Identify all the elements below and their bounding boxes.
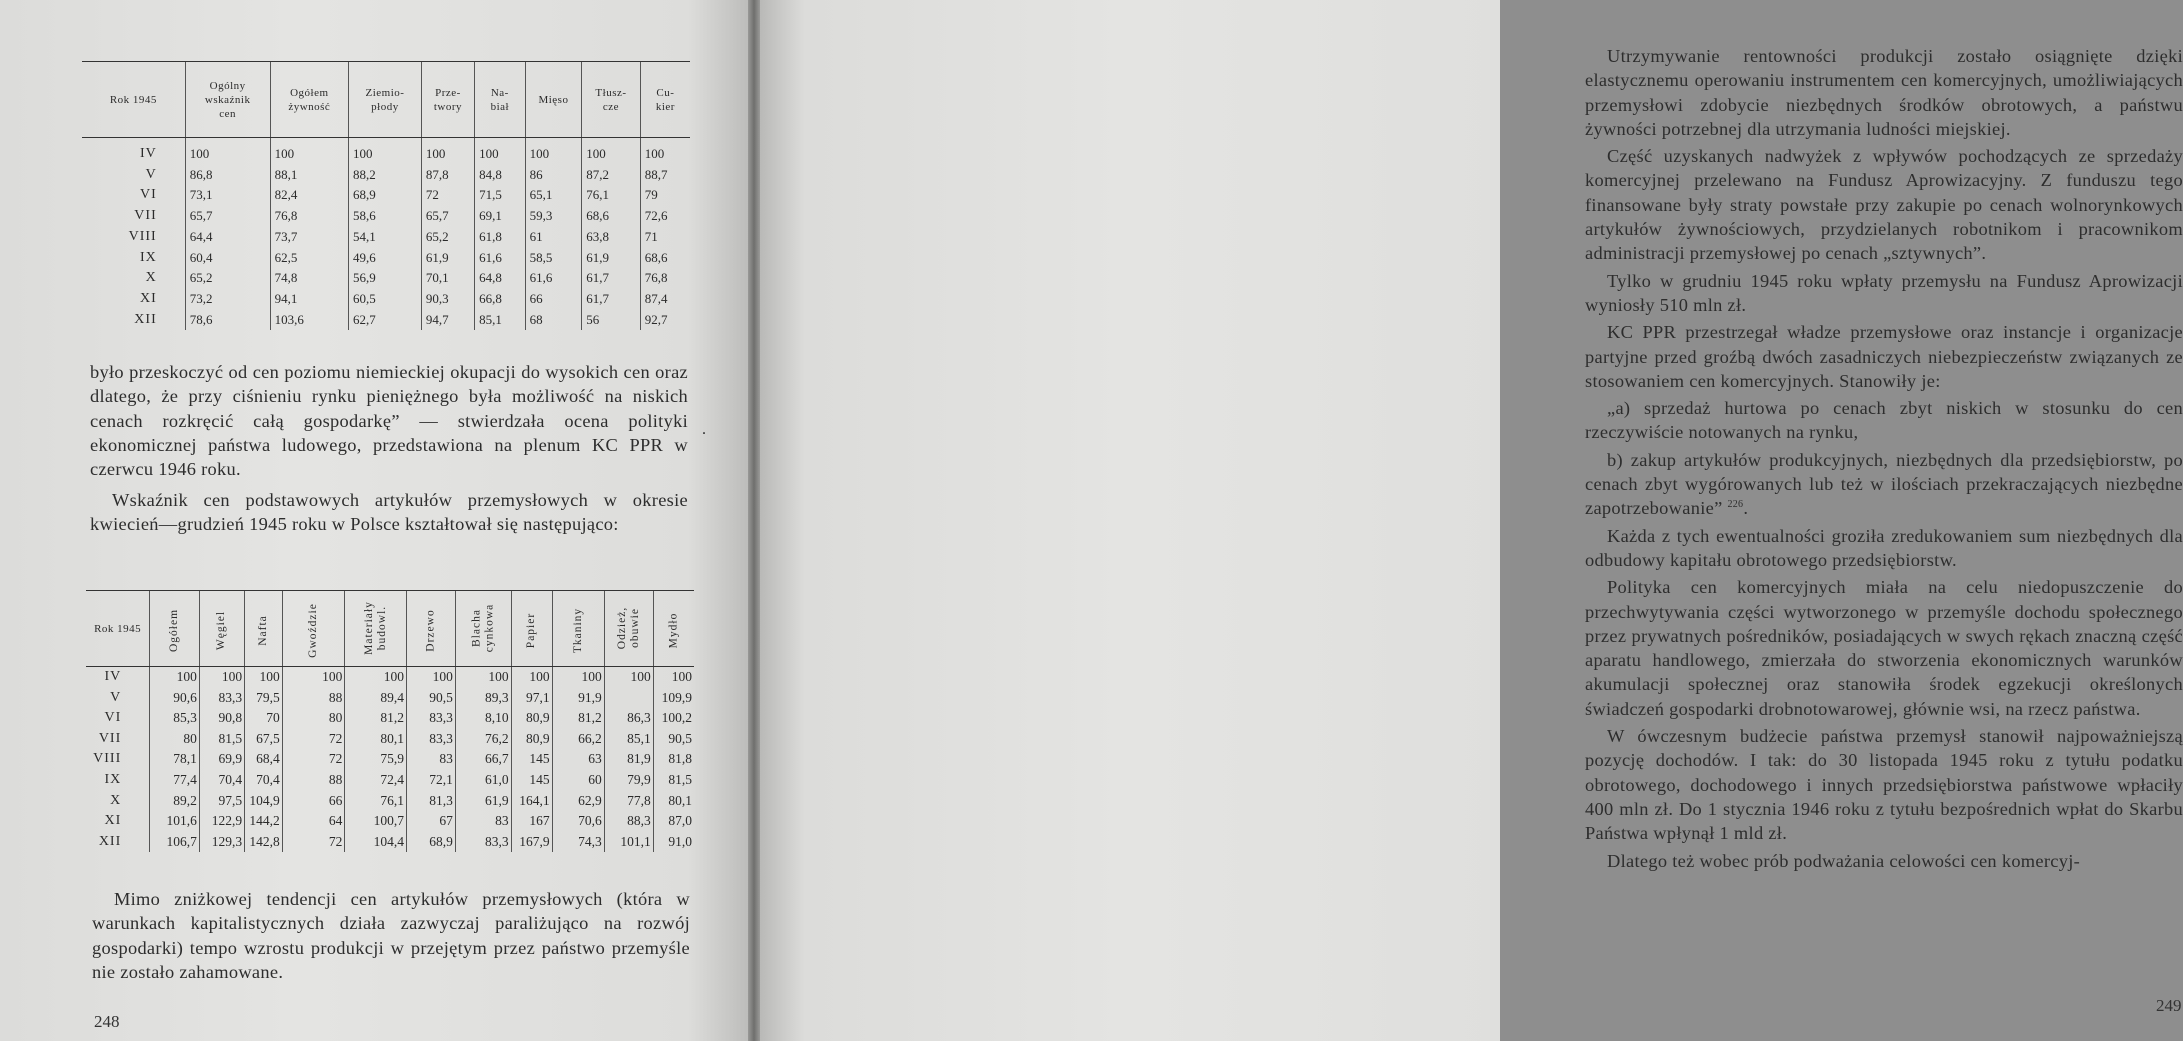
column-header [245,591,283,667]
value-cell: 103,6 [270,310,348,331]
value-cell: 62,9 [552,791,604,812]
value-cell: 74,3 [552,832,604,853]
value-cell: 90,8 [199,708,244,729]
value-cell: 72 [282,749,345,770]
value-cell: 85,1 [475,310,526,331]
table-row [82,248,690,269]
value-cell: 68,6 [582,206,641,227]
month-cell: IV [104,669,122,684]
value-cell: 100 [282,667,345,688]
value-cell: 68 [525,310,582,331]
value-cell: 142,8 [245,832,283,853]
value-cell: 81,3 [406,791,455,812]
right-paragraph: Polityka cen komercyjnych miała na celu niedopuszczenie do przechwytywania części wytworzonego w przemyśle dochodu społecznego przez prywatnych pośredników, posiadających w swych rękach znaczną część aparatu handlowego, zmierzała do stworzenia ekonomicznych warunków akumulacji społecznej oraz stanowiła środek egzekucji określonych świadczeń gospodarki drobnotowarowej, głównie wsi, na rzecz państwa. [1585,577,2183,719]
column-header-label: Nafta [256,614,269,646]
value-cell: 167 [511,811,552,832]
month-cell: XI [139,290,157,306]
value-cell: 79,5 [245,688,283,709]
month-cell: VI [139,187,157,203]
month-cell: VIII [128,228,157,244]
column-header: Ogółem żywność [270,62,348,138]
value-cell: 83,3 [406,708,455,729]
industrial-price-index-table [86,590,694,852]
value-cell: 72 [421,185,474,206]
value-cell: 71 [640,227,690,248]
month-cell: XII [98,833,122,849]
value-cell: 65,2 [421,227,474,248]
value-cell: 81,2 [345,708,407,729]
value-cell: 86,8 [185,165,270,186]
value-cell: 144,2 [245,811,283,832]
value-cell: 64 [282,811,345,832]
value-cell: 86,3 [604,708,653,729]
column-header-label: Węgiel [215,610,228,650]
value-cell: 65,7 [185,206,270,227]
table-row [82,165,690,186]
value-cell: 72 [282,729,345,750]
book-gutter [748,0,760,1041]
value-cell: 71,5 [475,185,526,206]
column-header: Cu- kier [640,62,690,138]
value-cell: 100 [640,138,690,165]
table-row [86,832,694,853]
value-cell: 76,8 [270,206,348,227]
table-row [82,289,690,310]
value-cell: 100 [455,667,511,688]
value-cell: 64,8 [475,268,526,289]
value-cell: 60,4 [185,248,270,269]
left-paragraph-3 [92,887,690,984]
value-cell: 78,6 [185,310,270,331]
column-header: Mięso [525,62,582,138]
value-cell: 81,5 [653,770,694,791]
value-cell: 61,7 [582,289,641,310]
value-cell: 91,0 [653,832,694,853]
value-cell: 68,6 [640,248,690,269]
value-cell: 58,5 [525,248,582,269]
value-cell: 100 [421,138,474,165]
value-cell: 77,4 [150,770,200,791]
right-paragraph: Część uzyskanych nadwyżek z wpływów pochodzących ze sprzedaży komercyjnej przelewano na Fundusz Aprowizacyjny. Z funduszu tego finansowane były straty powstałe przy zakupie po cenach wolnorynkowych artykułów żywnościowych, przydzielanych robotnikom i pracownikom administracji przemysłowej po cenach „sztywnych”. [1585,146,2183,264]
table-row [86,811,694,832]
value-cell: 88,3 [604,811,653,832]
value-cell: 78,1 [150,749,200,770]
month-cell: V [110,689,122,705]
value-cell: 87,4 [640,289,690,310]
column-header [511,591,552,667]
value-cell: 76,2 [455,729,511,750]
value-cell: 100 [552,667,604,688]
value-cell: 63,8 [582,227,641,248]
table-row [86,770,694,791]
value-cell: 68,9 [406,832,455,853]
column-header: Rok 1945 [82,62,185,138]
value-cell: 66 [525,289,582,310]
value-cell: 101,6 [150,811,200,832]
value-cell: 63 [552,749,604,770]
value-cell: 8,10 [455,708,511,729]
value-cell: 70,6 [552,811,604,832]
value-cell: 129,3 [199,832,244,853]
value-cell: 87,2 [582,165,641,186]
month-cell: IX [104,771,122,787]
value-cell: 84,8 [475,165,526,186]
value-cell: 90,5 [653,729,694,750]
value-cell: 67,5 [245,729,283,750]
page-number-right: 249 [2156,996,2182,1015]
value-cell: 60,5 [349,289,422,310]
value-cell: 88,2 [349,165,422,186]
value-cell: 73,7 [270,227,348,248]
left-paragraph-1 [90,360,688,481]
value-cell: 81,8 [653,749,694,770]
right-paragraph: Każda z tych ewentualności groziła zredukowaniem sum niezbędnych dla odbudowy kapitału obrotowego przedsiębiorstw. [1585,525,2183,570]
column-header [455,591,511,667]
column-header-label: Mydło [667,612,680,648]
value-cell: 81,2 [552,708,604,729]
left-paragraph-1-text: było przeskoczyć od cen poziomu niemieckiej okupacji do wysokich cen oraz dlatego, że przy ciśnieniu rynku pieniężnego była możliwość na niskich cenach rozkręcić całą gospodarkę” — stwierdzała ocena polityki ekonomicznej państwa ludowego, przedstawiona na plenum KC PPR w czerwcu 1946 roku. [90,362,688,480]
right-page-body [1585,44,2183,876]
value-cell: 60 [552,770,604,791]
value-cell: 90,6 [150,688,200,709]
value-cell: 80 [282,708,345,729]
value-cell: 64,4 [185,227,270,248]
month-cell: XI [104,813,122,829]
value-cell: 85,3 [150,708,200,729]
column-header [345,591,407,667]
value-cell: 59,3 [525,206,582,227]
right-paragraph: W ówczesnym budżecie państwa przemysł stanowił najpoważniejszą pozycję dochodów. I tak: do 30 listopada 1945 roku z tytułu podatku obrotowego, dochodowego i innych przedsiębiorstwa państwowe wpłaciły 400 mln zł. Do 1 stycznia 1946 roku z tytułu bezpośrednich wpłat do Skarbu Państwa wpłynął 1 mld zł. [1585,726,2183,844]
column-header [604,591,653,667]
value-cell: 97,5 [199,791,244,812]
column-header [282,591,345,667]
column-header: Ziemio- płody [349,62,422,138]
value-cell: 90,5 [406,688,455,709]
value-cell: 65,1 [525,185,582,206]
column-header-label: Drzewo [424,608,437,652]
column-header [199,591,244,667]
value-cell: 72,4 [345,770,407,791]
value-cell: 49,6 [349,248,422,269]
value-cell: 85,1 [604,729,653,750]
value-cell: 167,9 [511,832,552,853]
value-cell: 100 [475,138,526,165]
value-cell: 80 [150,729,200,750]
value-cell: 100 [345,667,407,688]
left-page [0,0,748,1041]
value-cell: 109,9 [653,688,694,709]
value-cell: 58,6 [349,206,422,227]
value-cell: 61,6 [475,248,526,269]
table-row [82,185,690,206]
column-header: Prze- twory [421,62,474,138]
column-header [406,591,455,667]
month-cell: IV [139,146,157,161]
value-cell: 100 [349,138,422,165]
month-cell: X [145,270,157,286]
value-cell: 83 [455,811,511,832]
right-paragraph: Dlatego też wobec prób podważania celowości cen komercyj- [1607,850,2081,871]
value-cell: 61,7 [582,268,641,289]
value-cell: 92,7 [640,310,690,331]
value-cell: 61 [525,227,582,248]
value-cell: 66,7 [455,749,511,770]
value-cell: 73,1 [185,185,270,206]
table-row [82,310,690,331]
column-header-label: Papier [525,612,538,648]
value-cell: 80,1 [345,729,407,750]
column-header: Tłusz- cze [582,62,641,138]
value-cell: 83,3 [199,688,244,709]
value-cell: 74,8 [270,268,348,289]
value-cell: 100,2 [653,708,694,729]
value-cell: 100 [199,667,244,688]
value-cell: 101,1 [604,832,653,853]
value-cell: 104,4 [345,832,407,853]
value-cell: 65,2 [185,268,270,289]
value-cell: 70,4 [245,770,283,791]
value-cell: 100 [604,667,653,688]
value-cell: 56,9 [349,268,422,289]
month-cell: VII [134,208,157,224]
table-row [86,729,694,750]
table-row [86,688,694,709]
value-cell: 75,9 [345,749,407,770]
value-cell: 100 [511,667,552,688]
value-cell: 79 [640,185,690,206]
value-cell: 80,1 [653,791,694,812]
value-cell: 83 [406,749,455,770]
footnote-tail: . [1743,498,1749,519]
value-cell: 69,1 [475,206,526,227]
column-header: Rok 1945 [86,591,150,667]
value-cell: 100 [525,138,582,165]
right-page [760,0,2183,1041]
table-row [82,268,690,289]
value-cell: 66,8 [475,289,526,310]
value-cell: 70,1 [421,268,474,289]
month-cell: XII [134,311,157,327]
column-header [653,591,694,667]
value-cell: 100 [653,667,694,688]
value-cell: 54,1 [349,227,422,248]
month-cell: VI [104,710,122,726]
value-cell: 82,4 [270,185,348,206]
value-cell: 104,9 [245,791,283,812]
left-paragraph-2-text: Wskaźnik cen podstawowych artykułów przemysłowych w okresie kwiecień—grudzień 1945 roku w Polsce kształtował się następująco: [90,490,688,535]
value-cell: 61,9 [455,791,511,812]
month-cell: V [145,166,157,182]
value-cell: 56 [582,310,641,331]
value-cell: 145 [511,770,552,791]
value-cell: 77,8 [604,791,653,812]
value-cell: 100 [406,667,455,688]
column-header: Na- biał [475,62,526,138]
value-cell: 88 [282,770,345,791]
value-cell: 72,1 [406,770,455,791]
value-cell: 89,4 [345,688,407,709]
value-cell: 88,7 [640,165,690,186]
margin-mark: . [702,421,706,438]
value-cell: 94,1 [270,289,348,310]
value-cell: 65,7 [421,206,474,227]
value-cell: 79,9 [604,770,653,791]
value-cell: 61,6 [525,268,582,289]
value-cell: 164,1 [511,791,552,812]
value-cell: 76,8 [640,268,690,289]
value-cell: 91,9 [552,688,604,709]
value-cell: 94,7 [421,310,474,331]
month-cell: VIII [93,751,122,767]
column-header [150,591,200,667]
value-cell: 100 [245,667,283,688]
value-cell [604,688,653,709]
value-cell: 81,9 [604,749,653,770]
value-cell: 89,3 [455,688,511,709]
value-cell: 83,3 [406,729,455,750]
value-cell: 87,8 [421,165,474,186]
month-cell: X [110,792,122,808]
right-paragraph: „a) sprzedaż hurtowa po cenach zbyt niskich w stosunku do cen rzeczywiście notowanych na rynku, [1585,398,2183,443]
value-cell: 61,9 [421,248,474,269]
value-cell: 100,7 [345,811,407,832]
value-cell: 67 [406,811,455,832]
value-cell: 90,3 [421,289,474,310]
column-header-label: Ogółem [168,608,181,652]
table-row [82,138,690,165]
column-header-label: Odzież, obuwie [615,606,641,650]
value-cell: 73,2 [185,289,270,310]
food-price-index-table [82,61,690,330]
table-row [86,791,694,812]
value-cell: 80,9 [511,729,552,750]
month-cell: VII [98,730,122,746]
value-cell: 100 [185,138,270,165]
value-cell: 66 [282,791,345,812]
value-cell: 88,1 [270,165,348,186]
column-header-label: Tkaniny [571,607,584,653]
column-header [552,591,604,667]
right-paragraph-text: b) zakup artykułów produkcyjnych, niezbędnych dla przedsiębiorstw, po cenach zbyt wygórowanych lub też w ilościach przekraczających niezbędne zapotrzebowanie” [1585,449,2183,519]
month-cell: IX [139,249,157,265]
right-paragraph: Utrzymywanie rentowności produkcji zostało osiągnięte dzięki elastycznemu operowaniu instrumentem cen komercyjnych, umożliwiających przemysłowi zdobycie niezbędnych środków obrotowych, a państwu żywności potrzebnej dla utrzymania ludności miejskiej. [1585,46,2183,139]
table-row [82,227,690,248]
right-paragraph: KC PPR przestrzegał władze przemysłowe oraz instancje i organizacje partyjne przed groźbą dwóch zasadniczych niebezpieczeństw związanych ze stosowaniem cen komercyjnych. Stanowiły je: [1585,322,2183,391]
value-cell: 62,5 [270,248,348,269]
table-row [86,667,694,688]
value-cell: 61,9 [582,248,641,269]
value-cell: 88 [282,688,345,709]
table-row [86,749,694,770]
value-cell: 86 [525,165,582,186]
value-cell: 70 [245,708,283,729]
value-cell: 145 [511,749,552,770]
value-cell: 68,4 [245,749,283,770]
value-cell: 68,9 [349,185,422,206]
value-cell: 83,3 [455,832,511,853]
value-cell: 100 [150,667,200,688]
value-cell: 100 [582,138,641,165]
table-row [82,206,690,227]
value-cell: 66,2 [552,729,604,750]
column-header-label: Blacha cynkowa [470,603,496,653]
value-cell: 62,7 [349,310,422,331]
right-paragraph: Tylko w grudniu 1945 roku wpłaty przemysłu na Fundusz Aprowizacji wyniosły 510 mln zł. [1585,270,2183,315]
value-cell: 69,9 [199,749,244,770]
value-cell: 70,4 [199,770,244,791]
value-cell: 100 [270,138,348,165]
footnote-reference: 226 [1727,499,1744,511]
value-cell: 61,8 [475,227,526,248]
value-cell: 72,6 [640,206,690,227]
value-cell: 72 [282,832,345,853]
value-cell: 76,1 [345,791,407,812]
column-header-label: Gwoździe [307,602,320,658]
value-cell: 89,2 [150,791,200,812]
table-row [86,708,694,729]
value-cell: 76,1 [582,185,641,206]
value-cell: 122,9 [199,811,244,832]
value-cell: 81,5 [199,729,244,750]
value-cell: 97,1 [511,688,552,709]
left-paragraph-2 [90,488,688,537]
column-header-label: Materiały budowl. [362,601,388,655]
page-number-left: 248 [94,1012,120,1031]
value-cell: 61,0 [455,770,511,791]
left-paragraph-3-text: Mimo zniżkowej tendencji cen artykułów przemysłowych (która w warunkach kapitalistycznych działa zazwyczaj paraliżująco na rozwój gospodarki) tempo wzrostu produkcji w przejętym przez państwo przemyśle nie zostało zahamowane. [92,889,690,982]
value-cell: 80,9 [511,708,552,729]
value-cell: 106,7 [150,832,200,853]
column-header: Ogólny wskaźnik cen [185,62,270,138]
right-paragraph-with-footnote [1585,448,2183,521]
value-cell: 87,0 [653,811,694,832]
